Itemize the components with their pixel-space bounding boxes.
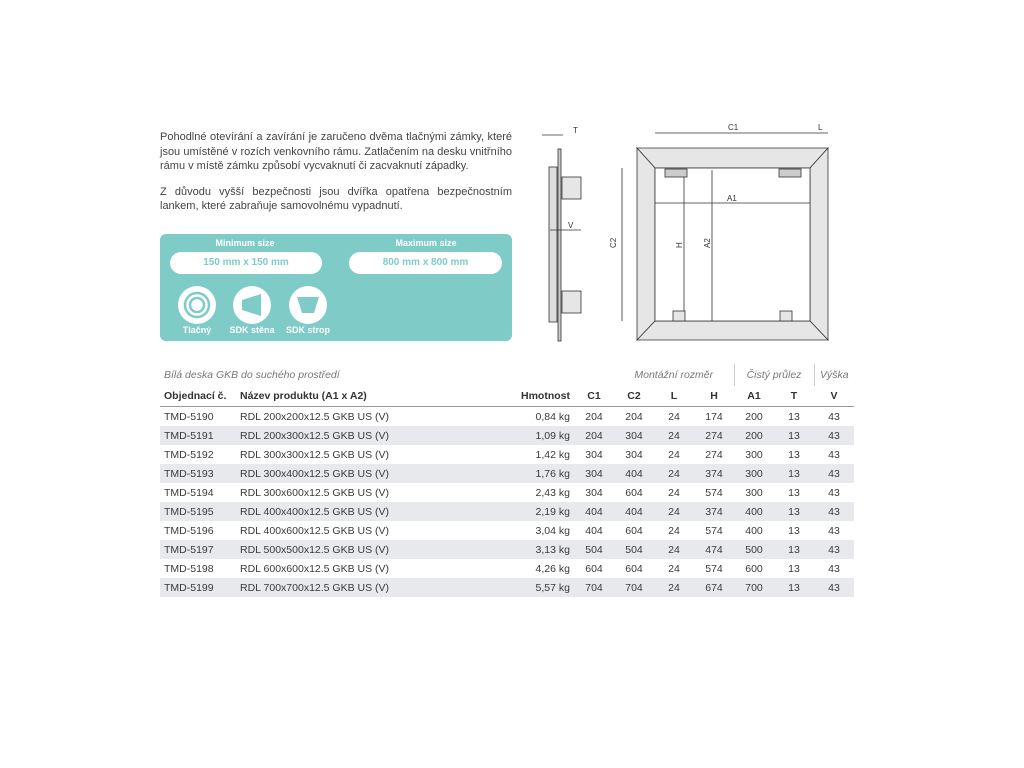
table-cell: RDL 300x400x12.5 GKB US (V) <box>240 467 390 480</box>
icon-label: Tlačný <box>182 325 212 335</box>
table-cell: 504 <box>625 543 643 556</box>
svg-text:C1: C1 <box>728 123 739 132</box>
table-row <box>160 445 854 464</box>
col-t: T <box>774 386 814 407</box>
col-c1: C1 <box>574 386 614 407</box>
table-cell: 200 <box>745 429 763 442</box>
table-cell: 24 <box>668 467 680 480</box>
table-row <box>160 426 854 445</box>
table-cell: RDL 400x400x12.5 GKB US (V) <box>240 505 390 518</box>
table-cell: TMD-5196 <box>164 524 214 537</box>
col-v: V <box>814 386 854 407</box>
col-weight: Hmotnost <box>506 386 574 407</box>
description-paragraph: Z důvodu vyšší bezpečnosti jsou dvířka opatřena bezpečnostním lankem, které zabraňuje samovolnému vypadnutí. <box>160 185 512 212</box>
col-product-name: Název produktu (A1 x A2) <box>236 386 506 407</box>
col-order-number: Objednací č. <box>160 386 236 407</box>
table-cell: 24 <box>668 429 680 442</box>
table-cell: 304 <box>585 467 603 480</box>
technical-drawing <box>530 120 850 350</box>
table-cell: 1,76 kg <box>535 467 570 480</box>
table-cell: 304 <box>585 448 603 461</box>
table-cell: RDL 700x700x12.5 GKB US (V) <box>240 581 390 594</box>
icon-label: SDK strop <box>285 325 330 335</box>
table-cell: TMD-5194 <box>164 486 214 499</box>
table-cell: 304 <box>585 486 603 499</box>
svg-text:L: L <box>818 123 823 132</box>
table-cell: TMD-5193 <box>164 467 214 480</box>
table-cell: 304 <box>625 448 643 461</box>
table-cell: 404 <box>625 467 643 480</box>
table-cell: 13 <box>788 429 800 442</box>
table-cell: TMD-5195 <box>164 505 214 518</box>
table-cell: 600 <box>745 562 763 575</box>
table-cell: TMD-5190 <box>164 410 214 423</box>
table-cell: 374 <box>705 467 723 480</box>
table-cell: 24 <box>668 448 680 461</box>
icon-label: SDK stěna <box>229 325 275 335</box>
table-cell: 604 <box>625 486 643 499</box>
table-cell: 43 <box>828 562 840 575</box>
table-cell: 400 <box>745 505 763 518</box>
table-cell: TMD-5191 <box>164 429 214 442</box>
table-cell: 3,04 kg <box>535 524 570 537</box>
table-cell: TMD-5197 <box>164 543 214 556</box>
table-row <box>160 559 854 578</box>
min-size-value: 150 mm x 150 mm <box>170 252 322 274</box>
table-row <box>160 502 854 521</box>
drywall-ceiling-icon <box>289 286 327 324</box>
table-cell: TMD-5192 <box>164 448 214 461</box>
table-row <box>160 578 854 597</box>
table-cell: 474 <box>705 543 723 556</box>
table-cell: 13 <box>788 448 800 461</box>
col-a1: A1 <box>734 386 774 407</box>
table-cell: 274 <box>705 429 723 442</box>
table-cell: 24 <box>668 524 680 537</box>
col-h: H <box>694 386 734 407</box>
table-cell: 204 <box>585 429 603 442</box>
table-cell: 13 <box>788 467 800 480</box>
group-clear-opening: Čistý průlez <box>734 364 814 386</box>
table-cell: 574 <box>705 562 723 575</box>
table-cell: 13 <box>788 505 800 518</box>
group-height: Výška <box>814 364 854 386</box>
table-cell: RDL 200x300x12.5 GKB US (V) <box>240 429 390 442</box>
table-cell: 24 <box>668 562 680 575</box>
table-cell: 1,09 kg <box>535 429 570 442</box>
table-cell: 604 <box>625 524 643 537</box>
table-cell: 43 <box>828 467 840 480</box>
min-size-label: Minimum size <box>215 238 275 248</box>
table-row <box>160 521 854 540</box>
svg-text:T: T <box>573 126 578 135</box>
table-cell: 24 <box>668 505 680 518</box>
table-cell: 400 <box>745 524 763 537</box>
table-cell: RDL 600x600x12.5 GKB US (V) <box>240 562 390 575</box>
table-cell: 24 <box>668 581 680 594</box>
table-cell: 574 <box>705 524 723 537</box>
table-cell: 13 <box>788 581 800 594</box>
table-cell: 300 <box>745 486 763 499</box>
svg-text:H: H <box>675 242 684 248</box>
table-cell: 43 <box>828 505 840 518</box>
max-size-value: 800 mm x 800 mm <box>349 252 502 274</box>
table-cell: 43 <box>828 410 840 423</box>
table-cell: 500 <box>745 543 763 556</box>
table-cell: TMD-5199 <box>164 581 214 594</box>
table-cell: 604 <box>585 562 603 575</box>
table-row <box>160 464 854 483</box>
table-cell: 404 <box>625 505 643 518</box>
table-cell: 674 <box>705 581 723 594</box>
table-cell: 5,57 kg <box>535 581 570 594</box>
product-description <box>160 130 512 225</box>
table-cell: 13 <box>788 410 800 423</box>
table-cell: 404 <box>585 505 603 518</box>
table-cell: 2,19 kg <box>535 505 570 518</box>
table-cell: 43 <box>828 448 840 461</box>
table-cell: 374 <box>705 505 723 518</box>
table-cell: 200 <box>745 410 763 423</box>
table-cell: 3,13 kg <box>535 543 570 556</box>
description-paragraph: Pohodlné otevírání a zavírání je zaručeno dvěma tlačnými zámky, které jsou umístěné v rozích venkovního rámu. Zatlačením na desku vnitřního rámu v místě zámku způsobí vycvaknutí či zacvaknutí západky. <box>160 131 512 172</box>
drywall-wall-icon <box>233 286 271 324</box>
table-cell: 604 <box>625 562 643 575</box>
table-cell: RDL 400x600x12.5 GKB US (V) <box>240 524 390 537</box>
group-mounting-size: Montážní rozměr <box>634 369 714 381</box>
svg-text:A1: A1 <box>727 194 737 203</box>
table-cell: 0,84 kg <box>535 410 570 423</box>
table-cell: 704 <box>585 581 603 594</box>
table-cell: 13 <box>788 524 800 537</box>
table-cell: 304 <box>625 429 643 442</box>
table-cell: 43 <box>828 486 840 499</box>
table-cell: 2,43 kg <box>535 486 570 499</box>
table-cell: TMD-5198 <box>164 562 214 575</box>
table-cell: 43 <box>828 524 840 537</box>
table-row <box>160 483 854 502</box>
svg-text:A2: A2 <box>703 238 712 248</box>
table-cell: RDL 300x600x12.5 GKB US (V) <box>240 486 390 499</box>
table-cell: 24 <box>668 543 680 556</box>
table-cell: RDL 200x200x12.5 GKB US (V) <box>240 410 390 423</box>
table-cell: RDL 500x500x12.5 GKB US (V) <box>240 543 390 556</box>
table-cell: 1,42 kg <box>535 448 570 461</box>
table-cell: 13 <box>788 543 800 556</box>
svg-text:V: V <box>568 221 574 230</box>
table-cell: RDL 300x300x12.5 GKB US (V) <box>240 448 390 461</box>
svg-text:C2: C2 <box>609 237 618 248</box>
table-cell: 43 <box>828 429 840 442</box>
table-cell: 204 <box>585 410 603 423</box>
table-cell: 404 <box>585 524 603 537</box>
table-cell: 700 <box>745 581 763 594</box>
max-size-label: Maximum size <box>395 238 457 248</box>
table-cell: 24 <box>668 486 680 499</box>
table-cell: 274 <box>705 448 723 461</box>
table-cell: 24 <box>668 410 680 423</box>
table-cell: 43 <box>828 581 840 594</box>
table-row <box>160 540 854 559</box>
table-cell: 204 <box>625 410 643 423</box>
push-lock-icon <box>178 286 216 324</box>
col-l: L <box>654 386 694 407</box>
table-cell: 174 <box>705 410 723 423</box>
table-cell: 13 <box>788 486 800 499</box>
table-cell: 43 <box>828 543 840 556</box>
table-cell: 574 <box>705 486 723 499</box>
table-caption: Bílá deska GKB do suchého prostředí <box>164 369 340 381</box>
product-table <box>160 364 854 597</box>
table-row <box>160 407 854 427</box>
table-cell: 504 <box>585 543 603 556</box>
table-cell: 300 <box>745 467 763 480</box>
col-c2: C2 <box>614 386 654 407</box>
table-cell: 4,26 kg <box>535 562 570 575</box>
table-cell: 704 <box>625 581 643 594</box>
table-cell: 300 <box>745 448 763 461</box>
table-cell: 13 <box>788 562 800 575</box>
